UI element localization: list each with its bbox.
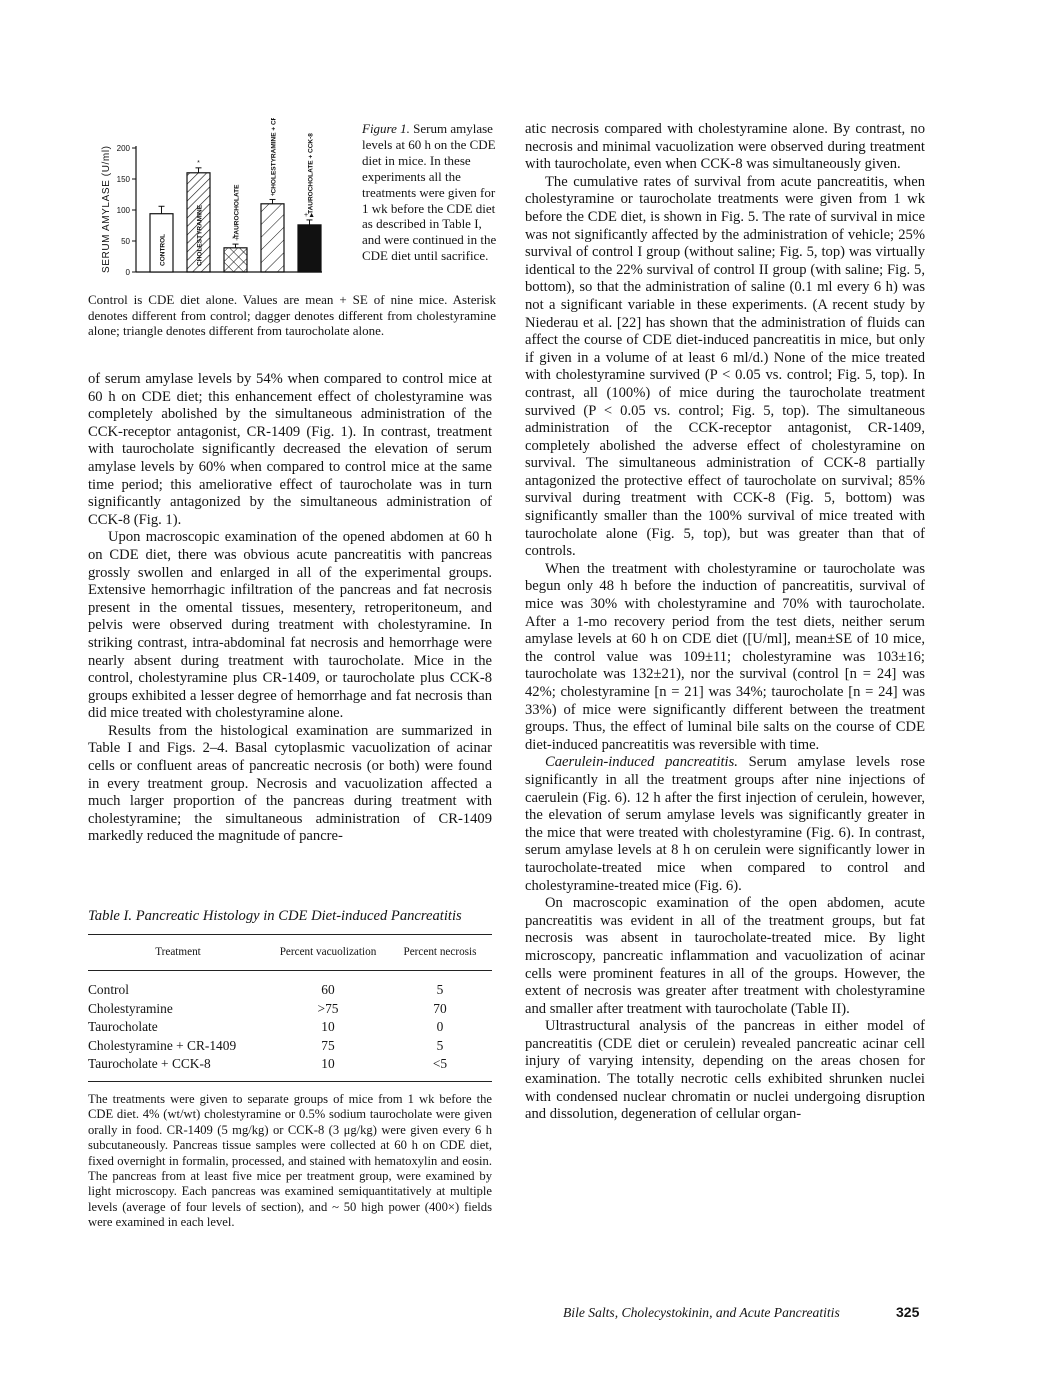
running-title: Bile Salts, Cholecystokinin, and Acute Pancreatitis (563, 1305, 840, 1320)
table-cell: 60 (321, 982, 335, 997)
figure-1-caption-title: Figure 1. (362, 121, 410, 136)
y-tick-label: 150 (116, 175, 130, 184)
table-cell: 10 (321, 1019, 335, 1035)
paragraph-text: Serum amylase levels rose significantly in all the treatment groups after nine injections of caerulein (Fig. 6). 12 h after the first injection of cerulein, however, the elevation of serum amylase levels was significantly greater in the mice that were treated with cholestyramine (Fig. 6). In contrast, serum amylase levels at 8 h on cerulein were significantly lower in taurocholate-treated mice when compared to control and cholestyramine-treated mice (Fig. 6). (525, 754, 925, 894)
table-cell: Cholestyramine (88, 1000, 173, 1016)
table-1 (88, 934, 492, 1082)
table-row (88, 999, 492, 1018)
section-heading: Caerulein-induced pancreatitis. (545, 754, 738, 771)
bar (261, 204, 284, 272)
significance-marker: * (197, 159, 200, 167)
page-number: 325 (896, 1304, 920, 1320)
paragraph: The cumulative rates of survival from acute pancreatitis, when cholestyramine or taurocholate treatments were given from 1 wk before the CDE diet, is shown in Fig. 5. The rate of survival in mice was not significantly affected by the administration of vehicle; 25% survival of control I group (without saline; Fig. 5, top) was virtually identical to the 22% survival of control II group (with saline; Fig. 5, bottom), so that the administration of saline (0.1 ml every 6 h) was not a significant variable in these experiments. (A recent study by Niederau et al. [22] has shown that the administration of fluids can affect the course of CDE diet-induced pancreatitis in mice, but only if given in a volume of at least 6 ml/d.) None of the mice treated with cholestyramine survived (P < 0.05 vs. control; Fig. 5, top). In contrast, all (100%) of mice during the taurocholate treatment survived (P < 0.05 vs. control; Fig. 5, top). The simultaneous administration of the CCK-receptor antagonist, CR-1409, completely abolished the adverse effect of cholestyramine on survival. The simultaneous administration of CCK-8 partially antagonized the protective effect of taurocholate on survival; 85% survival during treatment with CCK-8 (Fig. 5, bottom) was significantly smaller than the 100% survival of mice treated with taurocholate alone (Fig. 5, top), but was greater than that of controls. (525, 173, 925, 560)
left-column (88, 371, 492, 846)
table-1-notes: The treatments were given to separate groups of mice from 1 wk before the CDE diet. 4% (wt/wt) cholestyramine or 0.5% sodium taurocholate were given orally in food. CR-1409 (5 mg/kg) or CCK-8 (3 μg/kg) were given every 6 h subcutaneously. Pancreas tissue samples were collected at 60 h on CDE diet, fixed overnight in formalin, processed, and stained with hematoxylin and eosin. The pancreas from at least five mice per treatment group, were examined by light microscopy. Each pancreas was examined semiquantitatively at multiple levels (average of four levels of section), and ~ 50 high power (400×) fields were examined in each level. (88, 1092, 492, 1230)
bar (298, 225, 321, 272)
figure-1-caption-bottom: Control is CDE diet alone. Values are mean + SE of nine mice. Asterisk denotes different from control; dagger denotes different from cholestyramine alone; triangle denotes different from taurocholate alone. (88, 292, 496, 338)
amylase-bar-chart (100, 118, 358, 278)
paragraph (525, 754, 925, 895)
table-cell: 70 (433, 1000, 447, 1016)
category-label: CHOLESTYRAMINE (196, 204, 204, 266)
y-tick-label: 50 (121, 237, 130, 246)
bar (224, 248, 247, 272)
category-label: CONTROL (159, 233, 167, 266)
y-tick-label: 100 (116, 206, 130, 215)
table-1-title: Table I. Pancreatic Histology in CDE Diet-induced Pancreatitis (88, 908, 462, 924)
category-label: TAUROCHOLATE + CCK-8 (307, 133, 315, 214)
table-cell: Taurocholate + CCK-8 (88, 1056, 211, 1072)
paragraph: atic necrosis compared with cholestyramine alone. By contrast, no necrosis and minimal vacuolization were observed during treatment with taurocholate, even when CCK-8 was simultaneously given. (525, 121, 925, 173)
table-row (88, 1055, 492, 1082)
table-cell: 5 (436, 1037, 444, 1053)
paragraph: of serum amylase levels by 54% when compared to control mice at 60 h on CDE diet; this enhancement effect of cholestyramine was completely abolished by the simultaneous administration of the CCK-receptor antagonist, CR-1409 (Fig. 1). In contrast, treatment with taurocholate significantly decreased the elevation of serum amylase levels by 60% when compared to control mice at the same time period; this ameliorative effect of taurocholate was in turn significantly antagonized by the simultaneous administration of CCK-8 (Fig. 1). (88, 371, 492, 528)
table-cell: 0 (436, 1019, 444, 1035)
table-cell: 75 (321, 1037, 335, 1053)
paragraph: Ultrastructural analysis of the pancreas in either model of pancreatitis (CDE diet or cerulein) revealed pancreatic acinar cell injury of varying intensity, depending on the areas chosen for examination. The totally necrotic cells exhibited shrunken nuclei with condensed nuclear chromatin or nuclei undergoing disruption and dissolution, degeneration of cellular organ- (525, 1018, 925, 1123)
table-cell: <5 (432, 1056, 448, 1072)
table-cell: 10 (321, 1056, 335, 1072)
table-header-cell: Percent necrosis (388, 935, 492, 971)
significance-marker: +▲ (303, 211, 316, 219)
table-cell: >75 (317, 1000, 339, 1016)
table-cell: Taurocholate (88, 1019, 158, 1035)
right-column (525, 121, 925, 1124)
table-cell: 5 (436, 982, 444, 997)
significance-marker: + (270, 191, 275, 199)
table-row (88, 1018, 492, 1037)
y-tick-label: 200 (116, 144, 130, 153)
paragraph: On macroscopic examination of the open abdomen, acute pancreatitis was evident in all of the treatment groups, but fat necrosis was absent in taurocholate-treated mice. By light microscopy, pancreatic inflammation and vacuolization of acinar cells were prominent features in all of the groups. However, the extent of necrosis was greater after treatment with cholestyramine and smaller after treatment with taurocholate (Table II). (525, 895, 925, 1017)
figure-1-chart (100, 118, 358, 278)
table-row (88, 971, 492, 1000)
figure-1-caption-text: Serum amylase levels at 60 h on the CDE diet in mice. In these experiments all the treatments were given for 1 wk before the CDE diet as described in Table I, and were continued in the CDE diet until sacrifice. (362, 121, 497, 264)
paragraph: Upon macroscopic examination of the opened abdomen at 60 h on CDE diet, there was obvious acute pancreatitis with pancreas grossly swollen and enlarged in all of the experimental groups. Extensive hemorrhagic infiltration of the pancreas and fat necrosis present in the omental tissues, mesentery, retroperitoneum, and pelvis were observed during treatment with cholestyramine. In striking contrast, intra-abdominal fat necrosis and hemorrhage were nearly absent during treatment with taurocholate. Mice in the control, cholestyramine plus CR-1409, or taurocholate plus CCK-8 groups exhibited a lesser degree of hemorrhage and fat necrosis than did mice treated with cholestyramine alone. (88, 529, 492, 722)
table-header-cell: Treatment (88, 935, 268, 971)
table-header-row (88, 935, 492, 971)
table-header-cell: Percent vacuolization (268, 935, 388, 971)
figure-1-caption-side (362, 121, 502, 264)
y-axis-label: SERUM AMYLASE (U/ml) (101, 145, 112, 273)
category-label: CHOLESTYRAMINE + CR-1409 (270, 118, 278, 194)
paragraph: When the treatment with cholestyramine or taurocholate was begun only 48 h before the induction of pancreatitis, survival of mice was 30% with cholestyramine and 70% with taurocholate. After a 1-mo recovery period from the test diets, neither serum amylase levels at 60 h on CDE diet ([U/ml], mean±SE of 10 mice, the control value was 109±11; cholestyramine was 103±16; taurocholate was 132±21), nor the survival (control [n = 24] was 42%; cholestyramine [n = 21] was 34%; taurocholate [n = 24] was 33%) of mice were significantly different between the treatment groups. Thus, the effect of luminal bile salts on the course of CDE diet-induced pancreatitis was reversible with time. (525, 560, 925, 753)
category-label: TAUROCHOLATE (233, 184, 241, 239)
paragraph: Results from the histological examination are summarized in Table I and Figs. 2–4. Basal cytoplasmic vacuolization of acinar cells or confluent areas of pancreatic necrosis (or both) were found in every treatment group. Necrosis and vacuolization affected a much larger proportion of the pancreas during treatment with cholestyramine; the simultaneous administration of CR-1409 markedly reduced the magnitude of pancre- (88, 722, 492, 845)
table-cell: Control (88, 982, 129, 997)
significance-marker: *+ (232, 236, 239, 244)
table-row (88, 1036, 492, 1055)
y-tick-label: 0 (125, 268, 130, 277)
table-cell: Cholestyramine + CR-1409 (88, 1037, 237, 1053)
